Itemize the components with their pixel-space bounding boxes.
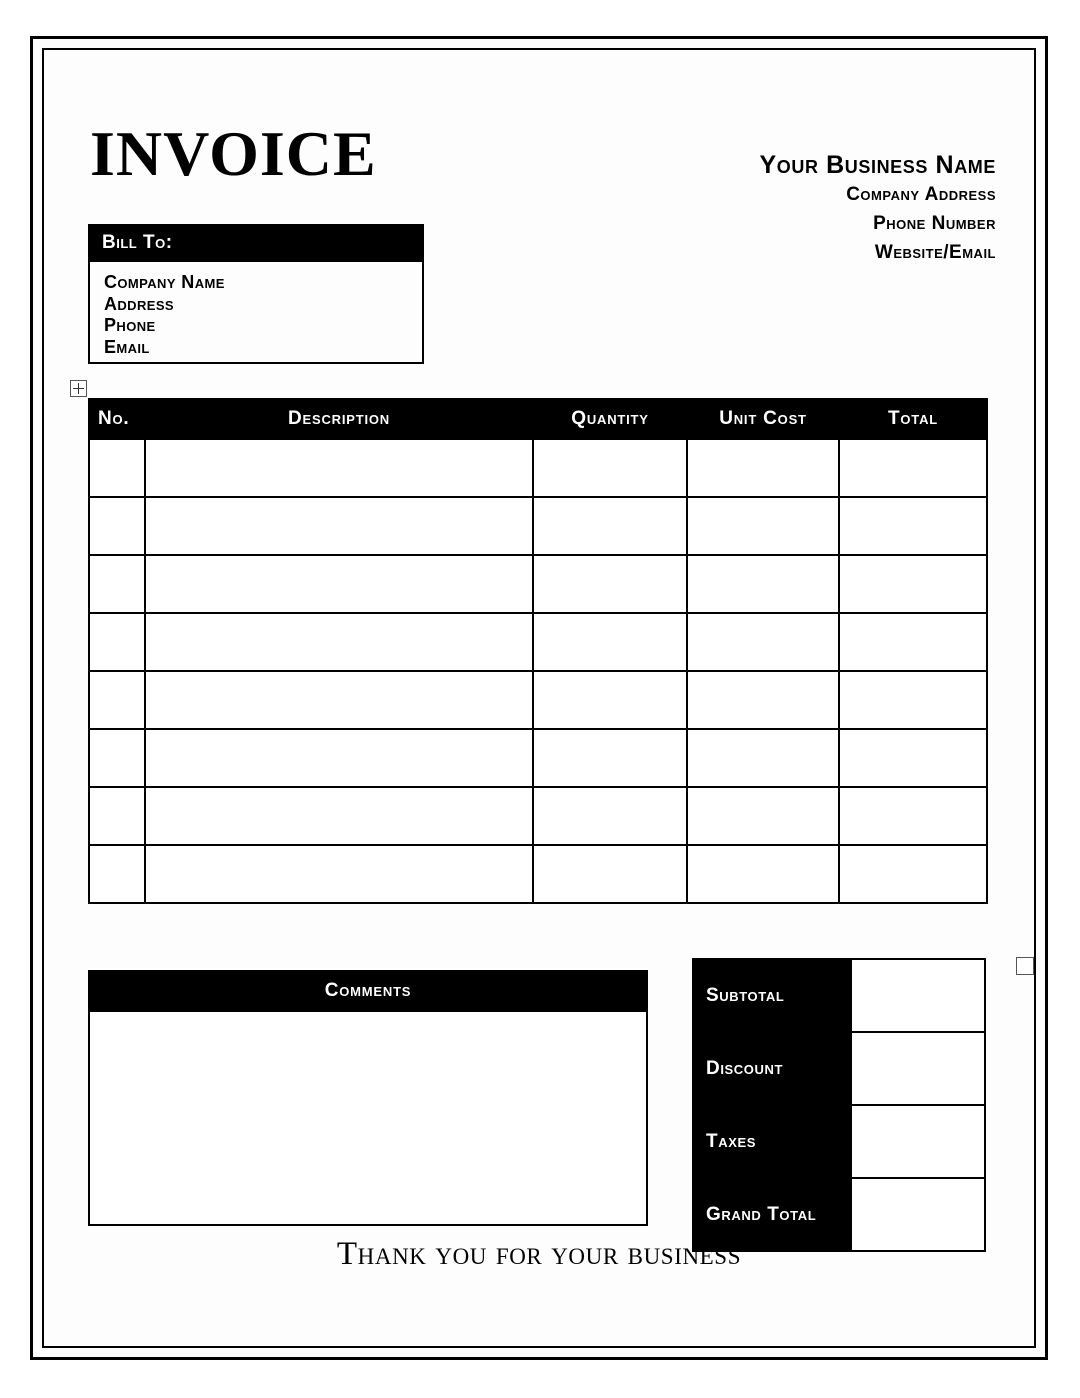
totals-row-subtotal: [693, 959, 985, 1032]
cell-description[interactable]: [145, 555, 533, 613]
table-row[interactable]: [89, 787, 987, 845]
business-address: Company Address: [846, 184, 996, 205]
cell-no[interactable]: [89, 439, 145, 497]
bill-to-heading: Bill To:: [88, 224, 424, 262]
comments-input[interactable]: [88, 1012, 648, 1226]
cell-total[interactable]: [839, 497, 987, 555]
cell-description[interactable]: [145, 671, 533, 729]
business-phone: Phone Number: [873, 213, 996, 234]
totals-row-taxes: [693, 1105, 985, 1178]
cell-description[interactable]: [145, 613, 533, 671]
bill-to-phone: Phone: [104, 315, 156, 335]
cell-no[interactable]: [89, 613, 145, 671]
cell-total[interactable]: [839, 555, 987, 613]
cell-no[interactable]: [89, 787, 145, 845]
cell-description[interactable]: [145, 439, 533, 497]
cell-unit-cost[interactable]: [687, 555, 839, 613]
bill-to-block: [88, 224, 424, 364]
cell-no[interactable]: [89, 845, 145, 903]
totals-label-discount: Discount: [693, 1032, 851, 1105]
table-row[interactable]: [89, 439, 987, 497]
resize-handle-icon[interactable]: [1016, 957, 1034, 975]
table-body: [89, 439, 987, 903]
business-website: Website/Email: [874, 242, 996, 263]
cell-description[interactable]: [145, 729, 533, 787]
cell-description[interactable]: [145, 787, 533, 845]
bill-to-company: Company Name: [104, 272, 225, 292]
cell-quantity[interactable]: [533, 555, 687, 613]
cell-total[interactable]: [839, 729, 987, 787]
totals-label-taxes: Taxes: [693, 1105, 851, 1178]
column-header-quantity: Quantity: [533, 399, 687, 439]
cell-quantity[interactable]: [533, 729, 687, 787]
cell-unit-cost[interactable]: [687, 613, 839, 671]
move-handle-icon[interactable]: [70, 380, 87, 397]
totals-label-subtotal: Subtotal: [693, 959, 851, 1032]
cell-quantity[interactable]: [533, 787, 687, 845]
cell-description[interactable]: [145, 497, 533, 555]
footer-note: Thank you for your business: [336, 1236, 742, 1272]
totals-value-taxes[interactable]: [851, 1105, 985, 1178]
cell-total[interactable]: [839, 613, 987, 671]
totals-value-discount[interactable]: [851, 1032, 985, 1105]
line-items-table: [88, 398, 988, 904]
cell-quantity[interactable]: [533, 845, 687, 903]
column-header-total: Total: [839, 399, 987, 439]
bill-to-address: Address: [104, 293, 174, 314]
bill-to-fields[interactable]: [88, 262, 424, 364]
table-row[interactable]: [89, 497, 987, 555]
totals-value-subtotal[interactable]: [851, 959, 985, 1032]
comments-block: [88, 970, 648, 1226]
cell-no[interactable]: [89, 671, 145, 729]
totals-table: [692, 958, 986, 1252]
cell-unit-cost[interactable]: [687, 729, 839, 787]
cell-no[interactable]: [89, 497, 145, 555]
table-row[interactable]: [89, 613, 987, 671]
column-header-unit-cost: Unit Cost: [687, 399, 839, 439]
cell-total[interactable]: [839, 787, 987, 845]
table-row[interactable]: [89, 555, 987, 613]
table-header-row: [89, 399, 987, 439]
column-header-no: No.: [89, 399, 145, 439]
business-info: [576, 150, 996, 267]
invoice-sheet: [52, 58, 1026, 1338]
cell-total[interactable]: [839, 671, 987, 729]
cell-quantity[interactable]: [533, 497, 687, 555]
cell-total[interactable]: [839, 845, 987, 903]
cell-no[interactable]: [89, 555, 145, 613]
table-row[interactable]: [89, 729, 987, 787]
cell-unit-cost[interactable]: [687, 439, 839, 497]
cell-unit-cost[interactable]: [687, 787, 839, 845]
table-row[interactable]: [89, 671, 987, 729]
cell-quantity[interactable]: [533, 613, 687, 671]
cell-no[interactable]: [89, 729, 145, 787]
page-title: invoice: [90, 93, 377, 195]
cell-total[interactable]: [839, 439, 987, 497]
bill-to-email: Email: [104, 336, 150, 357]
comments-heading: Comments: [88, 970, 648, 1012]
table-row[interactable]: [89, 845, 987, 903]
cell-description[interactable]: [145, 845, 533, 903]
cell-unit-cost[interactable]: [687, 671, 839, 729]
cell-unit-cost[interactable]: [687, 497, 839, 555]
cell-unit-cost[interactable]: [687, 845, 839, 903]
totals-label-grand-total: Grand Total: [693, 1178, 851, 1251]
business-name: Your Business Name: [759, 151, 996, 179]
totals-row-discount: [693, 1032, 985, 1105]
cell-quantity[interactable]: [533, 671, 687, 729]
column-header-description: Description: [145, 399, 533, 439]
cell-quantity[interactable]: [533, 439, 687, 497]
